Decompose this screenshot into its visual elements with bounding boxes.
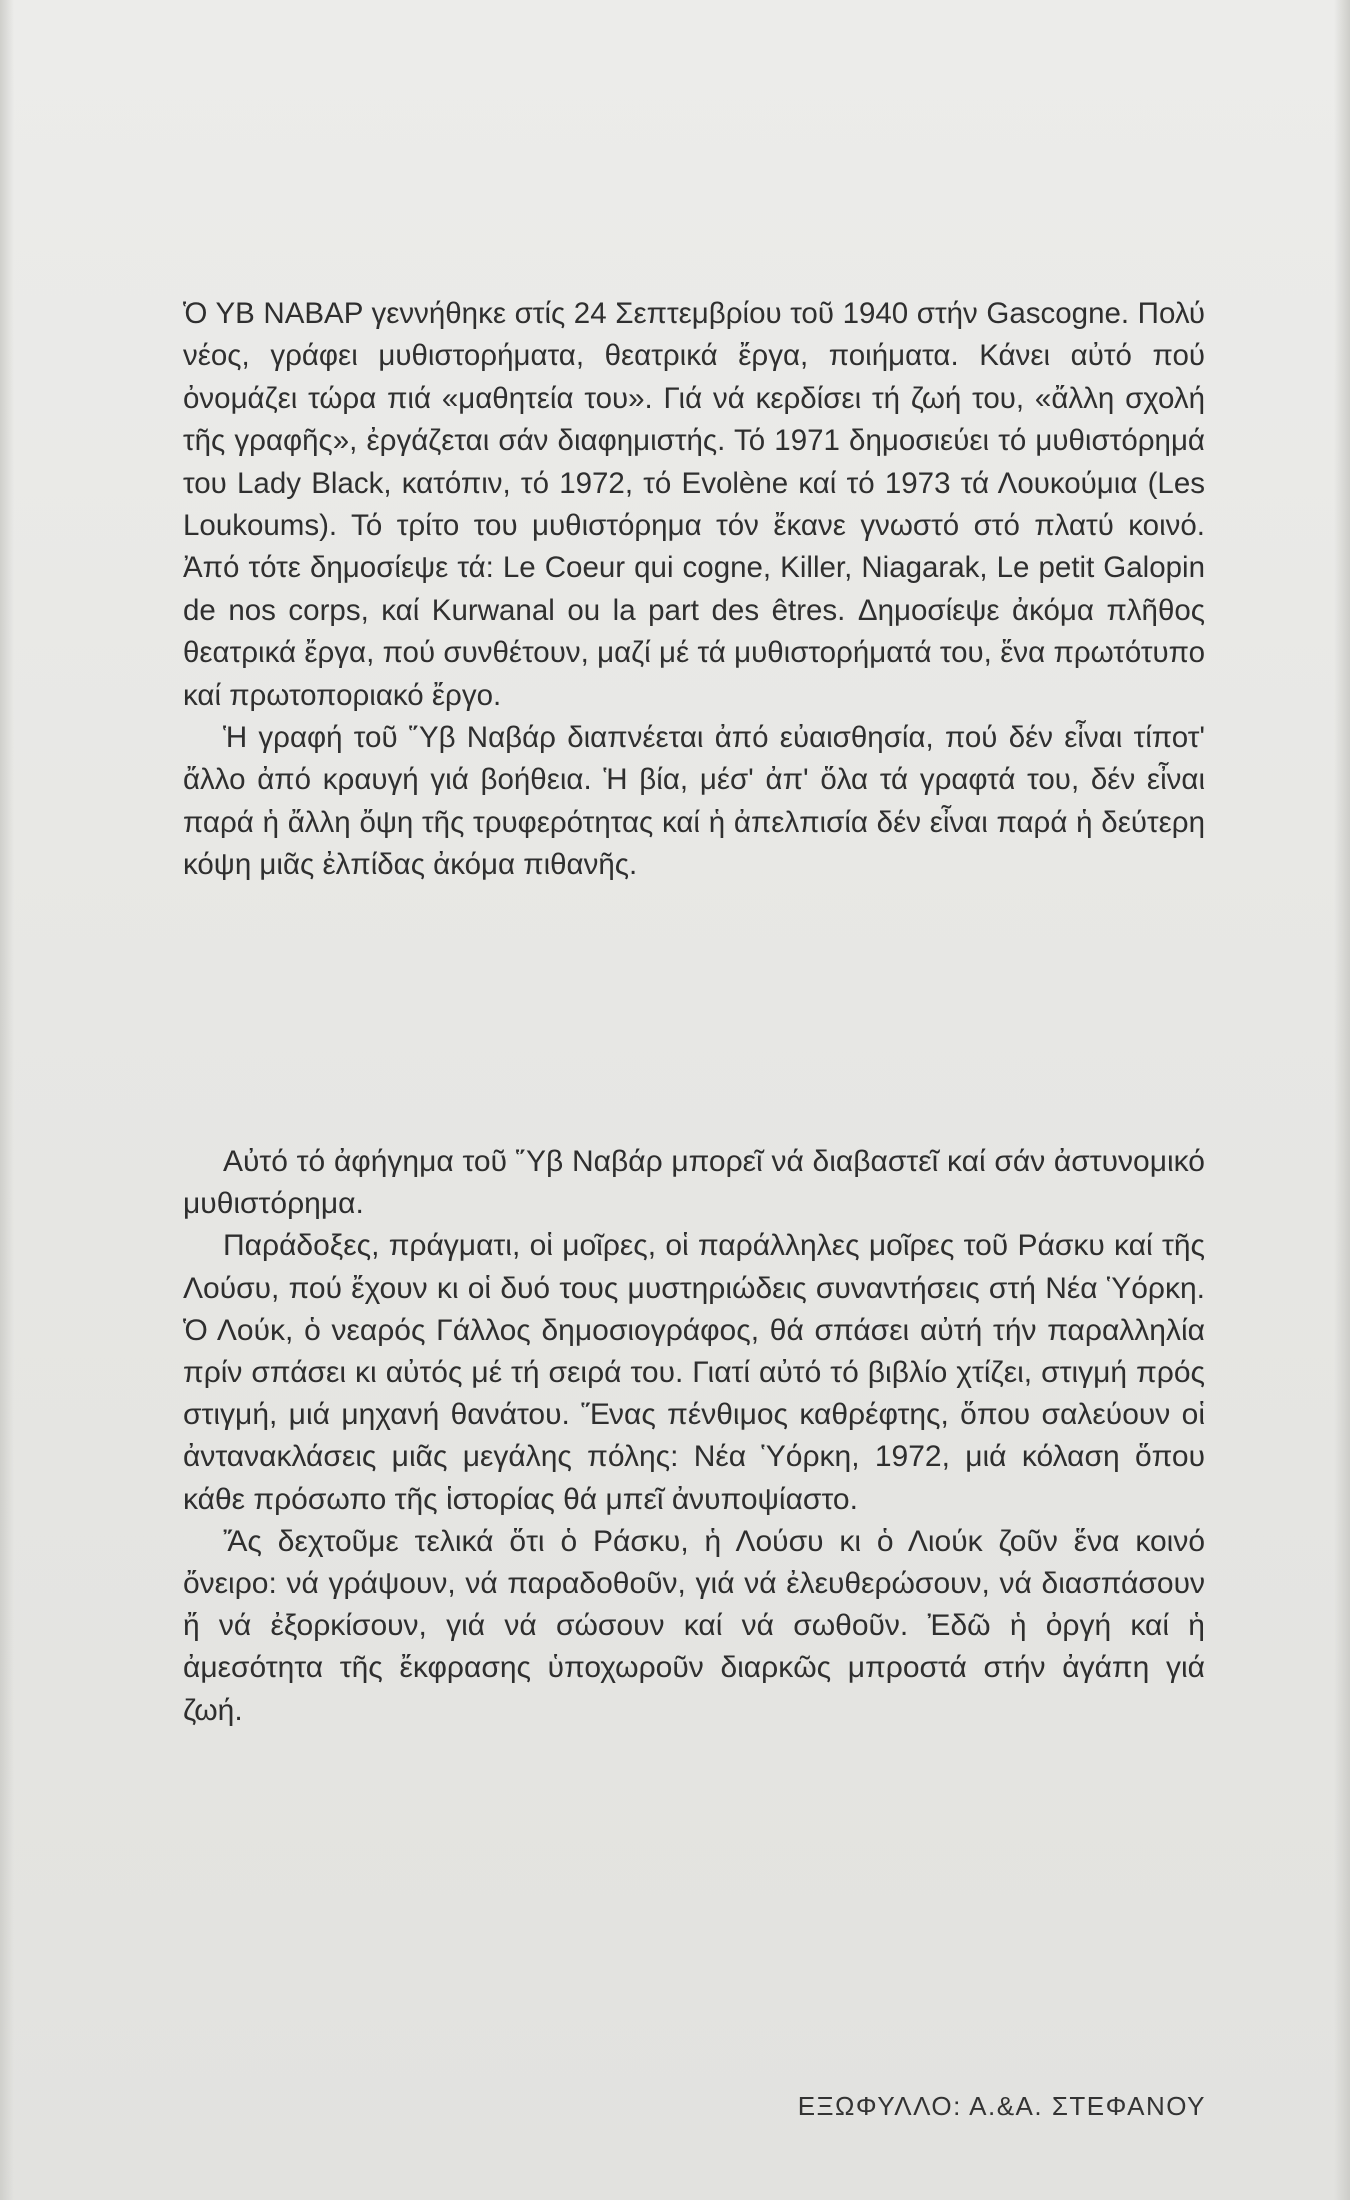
blurb-paragraph: Ἄς δεχτοῦμε τελικά ὅτι ὁ Ράσκυ, ἡ Λούσυ κι ὁ Λιούκ ζοῦν ἕνα κοινό ὄνειρο: νά γράψουν, νά παραδοθοῦν, γιά νά ἐλευθερώσουν, νά διασπάσουν ἤ νά ἐξορκίσουν, γιά νά σώσουν καί νά σωθοῦν. Ἐδῶ ἡ ὀργή καί ἡ ἀμεσότητα τῆς ἔκφρασης ὑποχωροῦν διαρκῶς μπροστά στήν ἀγάπη γιά ζωή. <box>183 1524 1205 1727</box>
cover-credit: ΕΞΩΦΥΛΛΟ: Α.&Α. ΣΤΕΦΑΝΟΥ <box>797 2091 1206 2121</box>
book-blurb <box>183 1141 1205 1732</box>
page-right-edge-shadow <box>1334 0 1350 2200</box>
author-biography <box>183 293 1205 887</box>
biography-paragraph: Ἡ γραφή τοῦ Ὕβ Ναβάρ διαπνέεται ἀπό εὐαισθησία, πού δέν εἶναι τίποτ' ἄλλο ἀπό κραυγή γιά βοήθεια. Ἡ βία, μέσ' ἀπ' ὅλα τά γραφτά του, δέν εἶναι παρά ἡ ἄλλη ὄψη τῆς τρυφερότητας καί ἡ ἀπελπισία δέν εἶναι παρά ἡ δεύτερη κόψη μιᾶς ἐλπίδας ἀκόμα πιθανῆς. <box>183 721 1205 882</box>
biography-paragraph: Ὁ ΥΒ ΝΑΒΑΡ γεννήθηκε στίς 24 Σεπτεμβρίου τοῦ 1940 στήν Gascogne. Πολύ νέος, γράφει μυθιστορήματα, θεατρικά ἔργα, ποιήματα. Κάνει αὐτό πού ὀνομάζει τώρα πιά «μαθητεία του». Γιά νά κερδίσει τή ζωή του, «ἄλλη σχολή τῆς γραφῆς», ἐργάζεται σάν διαφημιστής. Τό 1971 δημοσιεύει τό μυθιστόρημά του Lady Black, κατόπιν, τό 1972, τό Evolène καί τό 1973 τά Λουκούμια (Les Loukoums). Τό τρίτο του μυθιστόρημα τόν ἔκανε γνωστό στό πλατύ κοινό. Ἀπό τότε δημοσίεψε τά: Le Coeur qui cogne, Killer, Niagarak, Le petit Galopin de nos corps, καί Kurwanal ou la part des êtres. Δημοσίεψε ἀκόμα πλῆθος θεατρικά ἔργα, πού συνθέτουν, μαζί μέ τά μυθιστορήματά του, ἕνα πρωτότυπο καί πρωτοποριακό ἔργο. <box>183 297 1205 712</box>
page-left-edge-shadow <box>0 0 14 2200</box>
blurb-paragraph: Αὐτό τό ἀφήγημα τοῦ Ὕβ Ναβάρ μπορεῖ νά διαβαστεῖ καί σάν ἀστυνομικό μυθιστόρημα. <box>183 1145 1205 1221</box>
blurb-paragraph: Παράδοξες, πράγματι, οἱ μοῖρες, οἱ παράλληλες μοῖρες τοῦ Ράσκυ καί τῆς Λούσυ, πού ἔχουν κι οἱ δυό τους μυστηριώδεις συναντήσεις στή Νέα Ὑόρκη. Ὁ Λούκ, ὁ νεαρός Γάλλος δημοσιογράφος, θά σπάσει αὐτή τήν παραλληλία πρίν σπάσει κι αὐτός μέ τή σειρά του. Γιατί αὐτό τό βιβλίο χτίζει, στιγμή πρός στιγμή, μιά μηχανή θανάτου. Ἕνας πένθιμος καθρέφτης, ὅπου σαλεύουν οἱ ἀντανακλάσεις μιᾶς μεγάλης πόλης: Νέα Ὑόρκη, 1972, μιά κόλαση ὅπου κάθε πρόσωπο τῆς ἱστορίας θά μπεῖ ἀνυποψίαστο. <box>183 1229 1205 1516</box>
